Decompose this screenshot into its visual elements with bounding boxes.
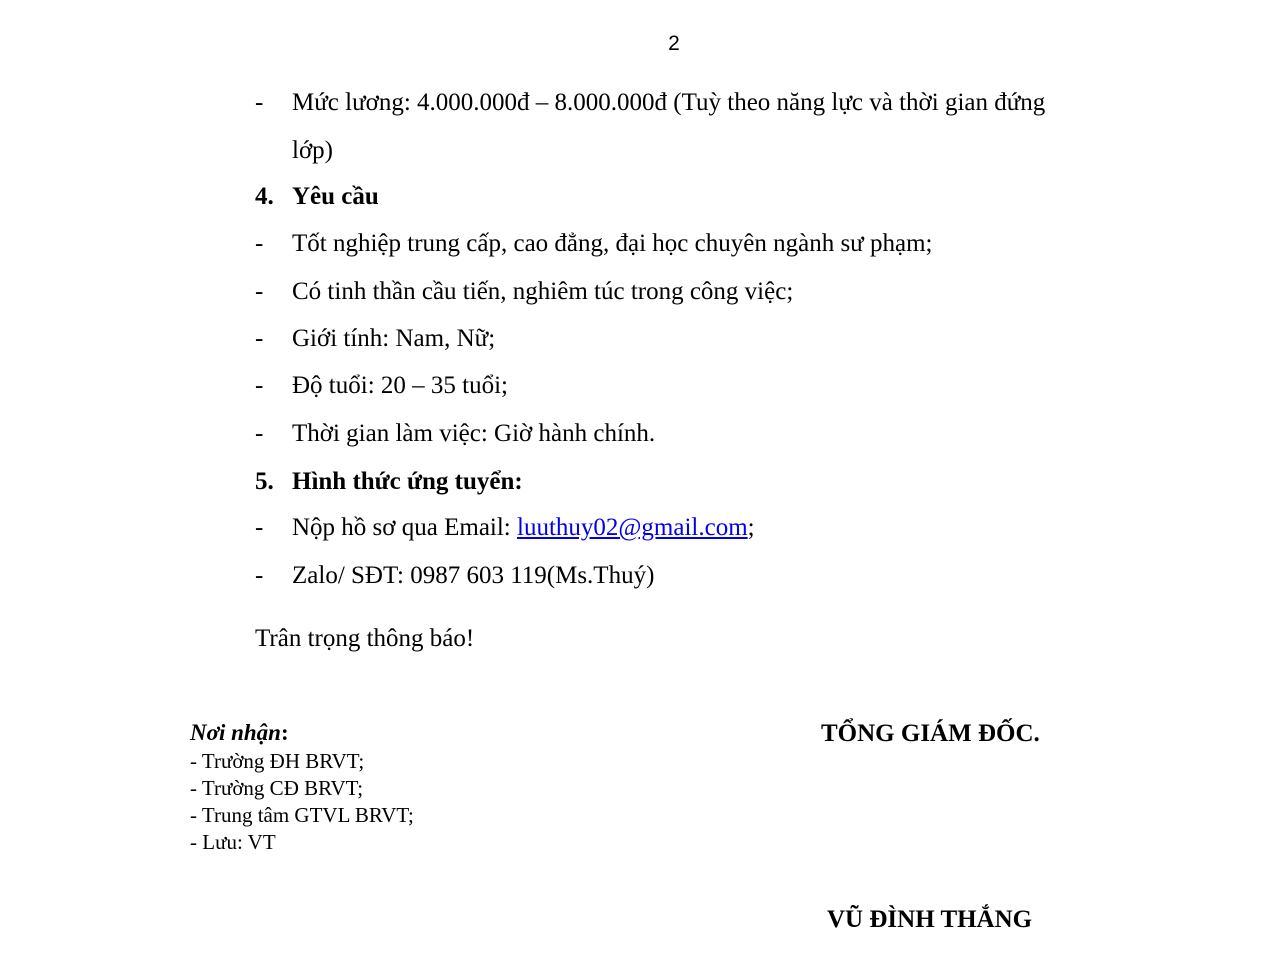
section-4-heading xyxy=(255,182,379,212)
bullet-dash: - xyxy=(255,372,264,399)
bullet-dash: - xyxy=(255,278,264,305)
requirement-text: Độ tuổi: 20 – 35 tuổi; xyxy=(292,372,508,399)
requirement-item xyxy=(255,220,1135,268)
recipient-item: - Trường CĐ BRVT; xyxy=(190,776,364,800)
bullet-dash: - xyxy=(255,230,264,257)
salary-line-2: lớp) xyxy=(292,137,333,164)
recipient-item: - Trường ĐH BRVT; xyxy=(190,749,365,773)
bullet-dash: - xyxy=(255,420,264,447)
email-link[interactable]: luuthuy02@gmail.com xyxy=(517,514,748,541)
requirement-text: Tốt nghiệp trung cấp, cao đẳng, đại học chuyên ngành sư phạm; xyxy=(292,230,933,257)
email-prefix: Nộp hồ sơ qua Email: xyxy=(292,514,517,541)
phone-text: Zalo/ SĐT: 0987 603 119(Ms.Thuý) xyxy=(292,562,655,589)
requirement-item xyxy=(255,410,1135,458)
signer-name: VŨ ĐÌNH THẮNG xyxy=(827,906,1033,933)
salary-item xyxy=(255,79,1135,175)
signer-title: TỔNG GIÁM ĐỐC. xyxy=(821,720,1040,747)
requirement-item xyxy=(255,315,1135,363)
email-suffix: ; xyxy=(747,514,755,541)
requirement-text: Có tinh thần cầu tiến, nghiêm túc trong công việc; xyxy=(292,278,794,305)
requirement-text: Giới tính: Nam, Nữ; xyxy=(292,325,496,352)
requirement-item xyxy=(255,268,1135,316)
bullet-dash: - xyxy=(255,89,264,116)
section-5-heading xyxy=(255,467,523,497)
recipients-title: Nơi nhận xyxy=(190,720,281,745)
requirement-item xyxy=(255,362,1135,410)
section-5-title: Hình thức ứng tuyển: xyxy=(292,468,523,495)
closing-text: Trân trọng thông báo! xyxy=(255,625,475,652)
page-number: 2 xyxy=(668,32,680,55)
requirement-text: Thời gian làm việc: Giờ hành chính. xyxy=(292,420,656,447)
recipients-colon: : xyxy=(280,720,289,745)
bullet-dash: - xyxy=(255,325,264,352)
section-4-number: 4. xyxy=(255,183,274,210)
application-phone-item xyxy=(255,552,1135,600)
bullet-dash: - xyxy=(255,562,264,589)
recipient-item: - Trung tâm GTVL BRVT; xyxy=(190,803,414,827)
application-email-item xyxy=(255,504,1135,552)
section-4-title: Yêu cầu xyxy=(292,183,379,210)
section-5-number: 5. xyxy=(255,468,274,495)
recipient-item: - Lưu: VT xyxy=(190,830,276,854)
bullet-dash: - xyxy=(255,514,264,541)
recipients-block xyxy=(190,718,414,856)
salary-line-1: Mức lương: 4.000.000đ – 8.000.000đ (Tuỳ theo năng lực và thời gian đứng xyxy=(292,89,1046,116)
